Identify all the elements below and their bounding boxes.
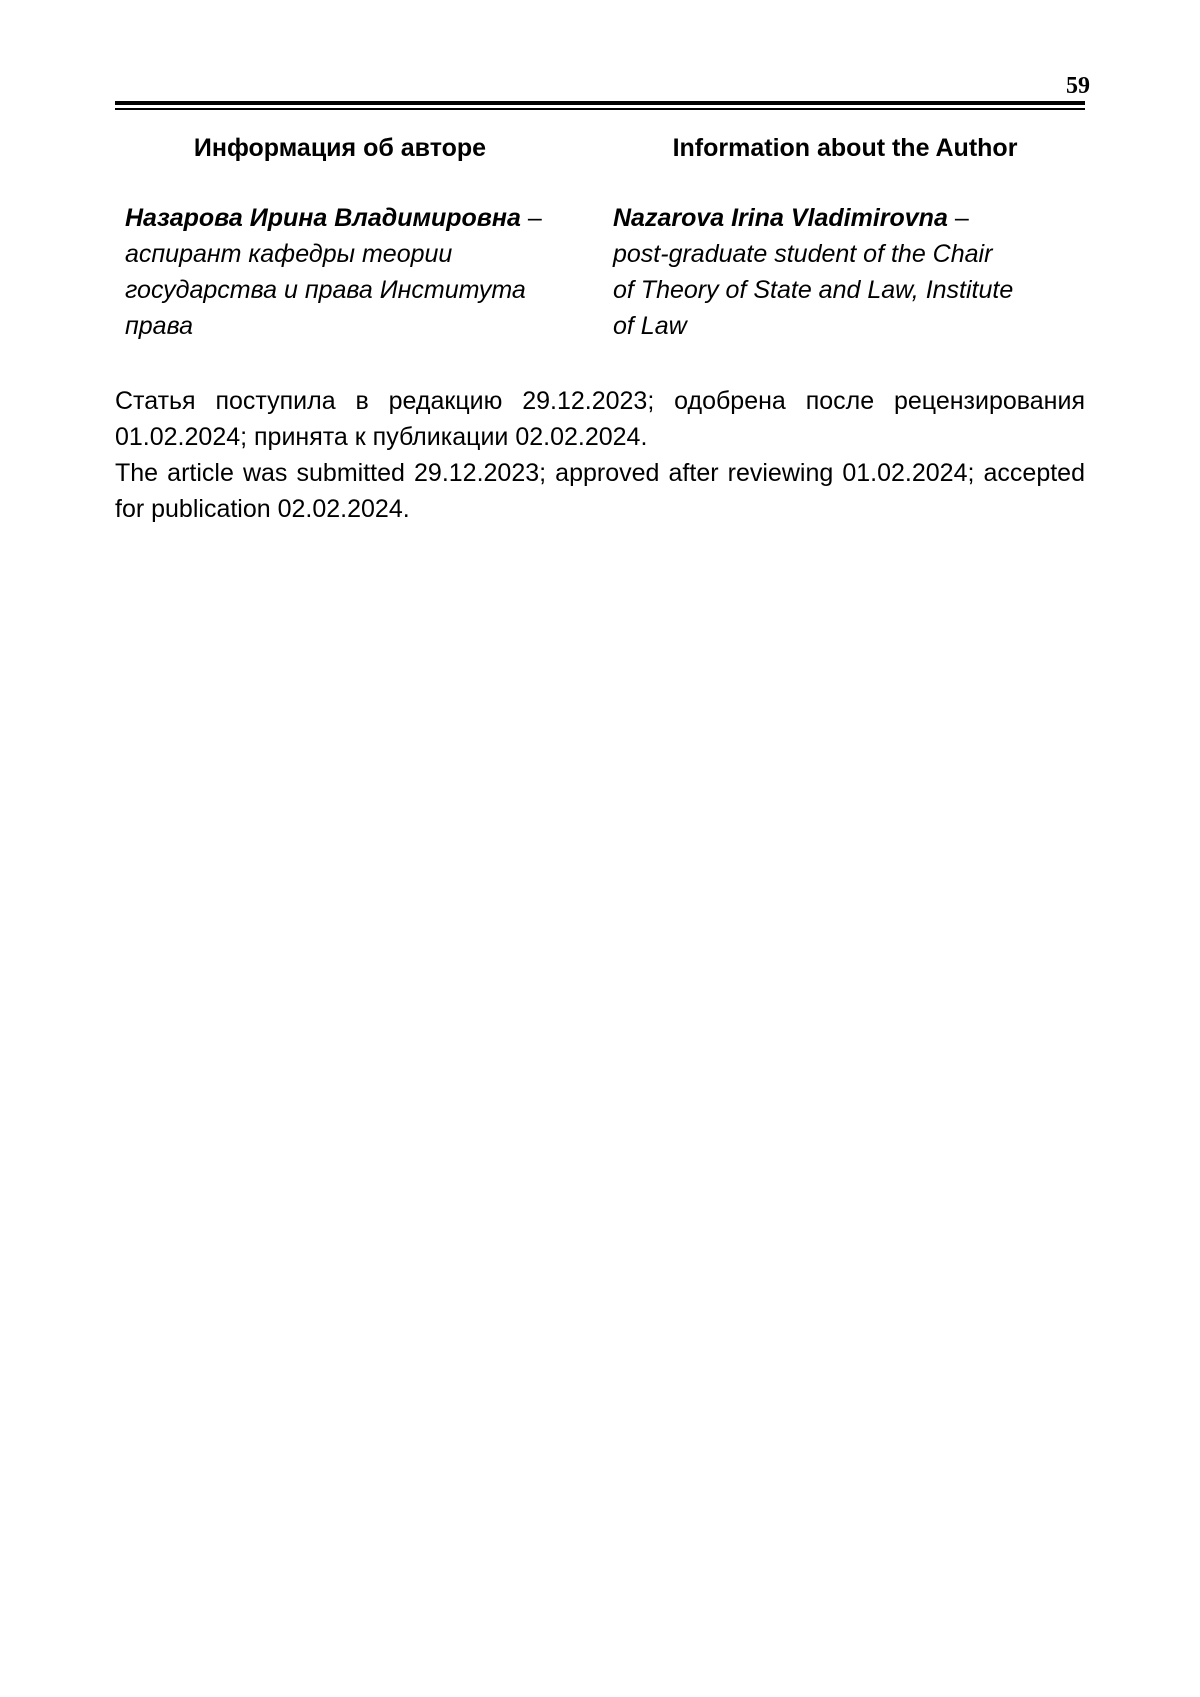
author-position-line-1-ru: аспирант кафедры теории <box>125 240 453 268</box>
author-info-heading-en: Information about the Author <box>672 134 1018 162</box>
author-position-line-1-en: post-graduate student of the Chair <box>613 240 993 268</box>
author-info-heading-ru: Информация об авторе <box>193 134 487 162</box>
header-rule-thick <box>115 101 1085 105</box>
author-details-ru <box>115 200 585 344</box>
article-history <box>115 383 1085 527</box>
header-rule-thin <box>115 108 1085 110</box>
author-name-ru: Назарова Ирина Владимировна <box>125 204 521 232</box>
author-position-line-3-en: of Law <box>613 312 687 340</box>
author-dash-en: – <box>954 204 969 232</box>
author-position-line-2-en: of Theory of State and Law, Institute <box>613 276 1014 304</box>
author-name-line-ru <box>125 200 585 236</box>
article-history-en: The article was submitted 29.12.2023; approved after reviewing 01.02.2024; accepted for publication 02.02.2024. <box>115 459 1085 523</box>
author-details-en <box>605 200 1085 344</box>
author-name-line-en <box>613 200 1085 236</box>
author-info-ru <box>115 132 585 344</box>
author-name-en: Nazarova Irina Vladimirovna <box>613 204 948 232</box>
author-position-line-2-ru: государства и права Института <box>125 276 526 304</box>
author-dash-ru: – <box>527 204 542 232</box>
page-number: 59 <box>1066 73 1090 99</box>
author-info-en <box>605 132 1085 344</box>
article-history-ru: Статья поступила в редакцию 29.12.2023; одобрена после рецензирования 01.02.2024; принята к публикации 02.02.2024. <box>115 387 1085 451</box>
author-position-line-3-ru: права <box>125 312 193 340</box>
